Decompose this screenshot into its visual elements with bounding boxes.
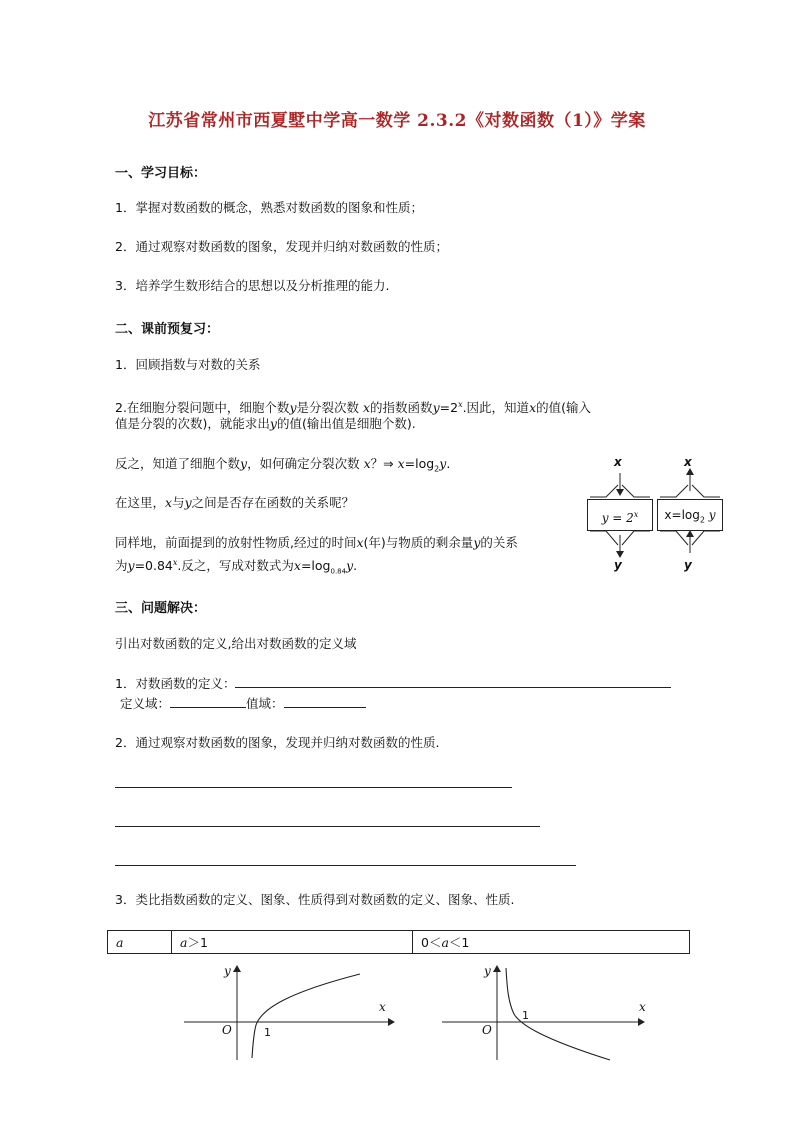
log-function-box: $x=\log_2$ y	[657, 499, 723, 531]
definition-line	[115, 674, 671, 693]
table-cell-a-gt-1: a＞1	[172, 931, 413, 954]
answer-line[interactable]	[115, 865, 576, 866]
goal-item: 1．掌握对数函数的概念，熟悉对数函数的图象和性质；	[115, 200, 423, 215]
paragraph-radioactive: 同样地，前面提到的放射性物质,经过的时间x(年)与物质的剩余量y的关系	[115, 535, 518, 550]
domain-range-line	[120, 694, 366, 713]
comparison-table	[107, 930, 690, 954]
domain-label: 定义域：	[120, 696, 171, 711]
answer-line[interactable]	[115, 787, 512, 788]
section-heading-preview: 二、课前预复习：	[115, 322, 220, 337]
graph-a-between-0-and-1	[440, 962, 660, 1062]
analogy-item: 3．类比指数函数的定义、图象、性质得到对数函数的定义、图象、性质.	[115, 892, 515, 907]
left-input-label: x	[614, 455, 622, 469]
range-label: 值域：	[246, 696, 284, 711]
origin-label: O	[482, 1023, 492, 1037]
y-axis-label: y	[484, 964, 491, 978]
domain-blank[interactable]	[170, 694, 246, 708]
x-axis-label: x	[379, 1000, 386, 1014]
preview-item-1: 1．回顾指数与对数的关系	[115, 357, 261, 372]
origin-label: O	[222, 1023, 232, 1037]
paragraph-inverse: 反之，知道了细胞个数y，如何确定分裂次数 x？⇒ $x=\log_2y$.	[115, 456, 451, 474]
right-output-label: y	[684, 558, 692, 572]
section-heading-problem: 三、问题解决：	[115, 601, 207, 616]
range-blank[interactable]	[284, 694, 366, 708]
point-one-label: 1	[264, 1026, 271, 1039]
right-input-label: x	[684, 455, 692, 469]
x-axis-label: x	[639, 1000, 646, 1014]
table-row	[108, 931, 690, 954]
properties-item: 2．通过观察对数函数的图象，发现并归纳对数函数的性质.	[115, 735, 440, 750]
table-cell-a-lt-1: 0＜a＜1	[413, 931, 690, 954]
goal-item: 2．通过观察对数函数的图象，发现并归纳对数函数的性质；	[115, 239, 448, 254]
page-title: 江苏省常州市西夏墅中学高一数学 2.3.2《对数函数（1）》学案	[148, 111, 646, 131]
function-machine-diagram	[582, 455, 722, 575]
definition-intro: 引出对数函数的定义,给出对数函数的定义域	[115, 636, 357, 651]
definition-label: 1．对数函数的定义：	[115, 676, 236, 691]
y-axis-label: y	[224, 964, 231, 978]
paragraph-question: 在这里，x与y之间是否存在函数的关系呢？	[115, 495, 355, 510]
point-one-label: 1	[522, 1009, 529, 1022]
graph-a-greater-than-1	[180, 962, 400, 1062]
goal-item: 3．培养学生数形结合的思想以及分析推理的能力.	[115, 278, 390, 293]
table-cell-a: a	[108, 931, 172, 954]
log-curve-decreasing	[440, 962, 660, 1062]
definition-blank[interactable]	[235, 674, 671, 688]
paragraph-cell-division-cont: 值是分裂的次数)，就能求出y的值(输出值是细胞个数).	[115, 416, 416, 431]
left-output-label: y	[614, 558, 622, 572]
answer-line[interactable]	[115, 826, 540, 827]
section-heading-goals: 一、学习目标：	[115, 166, 207, 181]
exp-function-box: $y = 2^x$	[587, 499, 653, 531]
paragraph-radioactive-cont: 为$y=0.84^x$.反之，写成对数式为$x=\log_{0.84}y$.	[115, 558, 358, 576]
paragraph-cell-division: 2.在细胞分裂问题中，细胞个数y是分裂次数 x的指数函数$y=2^x$.因此，知道x的值(输入	[115, 400, 592, 416]
log-curve-increasing	[180, 962, 400, 1062]
